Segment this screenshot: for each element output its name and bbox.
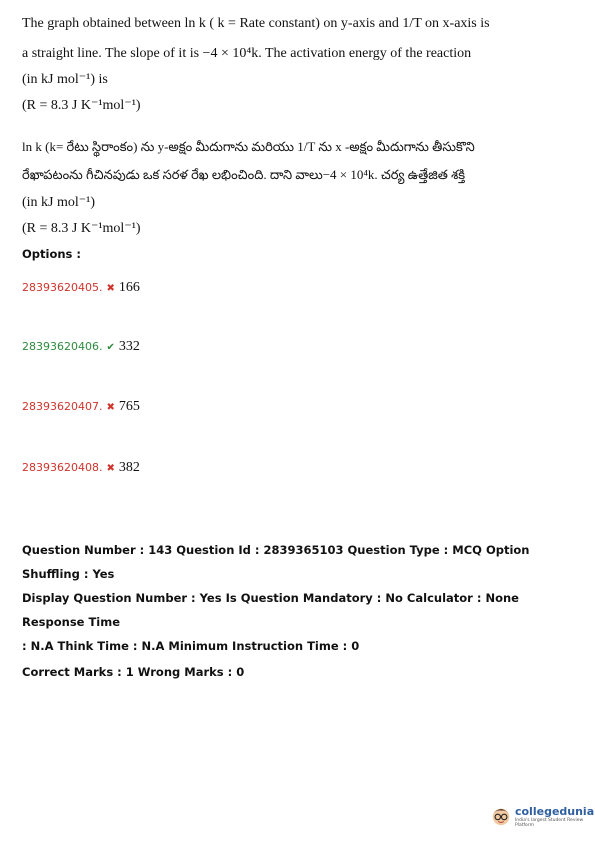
options-label: Options : bbox=[22, 247, 81, 261]
option-value: 332 bbox=[118, 339, 140, 354]
option-3[interactable] bbox=[22, 399, 140, 415]
meta-line-1: Question Number : 143 Question Id : 2839365103 Question Type : MCQ Option Shuffling : Yes bbox=[22, 543, 530, 581]
option-id: 28393620405. bbox=[22, 281, 103, 294]
option-value: 382 bbox=[118, 460, 140, 475]
cross-icon: ✖ bbox=[106, 402, 115, 413]
telugu-line-1: ln k (k= రేటు స్థిరాంకం) ను y-అక్షం మీదుగాను మరియు 1/T ను x -అక్షం మీదుగాను తీసుకొని bbox=[22, 139, 475, 154]
question-line-2: a straight line. The slope of it is −4 × 10⁴k. The activation energy of the reaction bbox=[22, 46, 472, 61]
question-line-4: (R = 8.3 J K⁻¹mol⁻¹) bbox=[22, 98, 141, 113]
telugu-line-2: రేఖాపటంను గీచినపుడు ఒక సరళ రేఖ లభించింది. దాని వాలు−4 × 10⁴k. చర్య ఉత్తేజిత శక్తి bbox=[22, 167, 466, 182]
option-1[interactable] bbox=[22, 280, 140, 296]
meta-line-3: : N.A Think Time : N.A Minimum Instruction Time : 0 bbox=[22, 639, 360, 653]
option-value: 765 bbox=[118, 399, 140, 414]
telugu-line-3: (in kJ mol⁻¹) bbox=[22, 195, 96, 210]
meta-line-4: Correct Marks : 1 Wrong Marks : 0 bbox=[22, 665, 245, 679]
cross-icon: ✖ bbox=[106, 283, 115, 294]
collegedunia-logo bbox=[490, 803, 595, 829]
option-id: 28393620406. bbox=[22, 340, 103, 353]
option-2[interactable] bbox=[22, 339, 140, 355]
brand-name: collegedunia bbox=[514, 804, 595, 818]
option-4[interactable] bbox=[22, 460, 140, 476]
option-id: 28393620407. bbox=[22, 400, 103, 413]
meta-line-2: Display Question Number : Yes Is Question Mandatory : No Calculator : None Response Time bbox=[22, 591, 519, 629]
check-icon: ✔ bbox=[106, 342, 115, 353]
mascot-icon bbox=[490, 803, 512, 829]
brand-tagline: India's largest Student Review Platform bbox=[514, 817, 584, 828]
telugu-line-4: (R = 8.3 J K⁻¹mol⁻¹) bbox=[22, 221, 141, 236]
cross-icon: ✖ bbox=[106, 463, 115, 474]
question-line-1: The graph obtained between ln k ( k = Rate constant) on y-axis and 1/T on x-axis is bbox=[22, 16, 490, 31]
question-meta bbox=[22, 538, 578, 684]
option-value: 166 bbox=[118, 280, 140, 295]
question-line-3: (in kJ mol⁻¹) is bbox=[22, 72, 108, 87]
option-id: 28393620408. bbox=[22, 461, 103, 474]
